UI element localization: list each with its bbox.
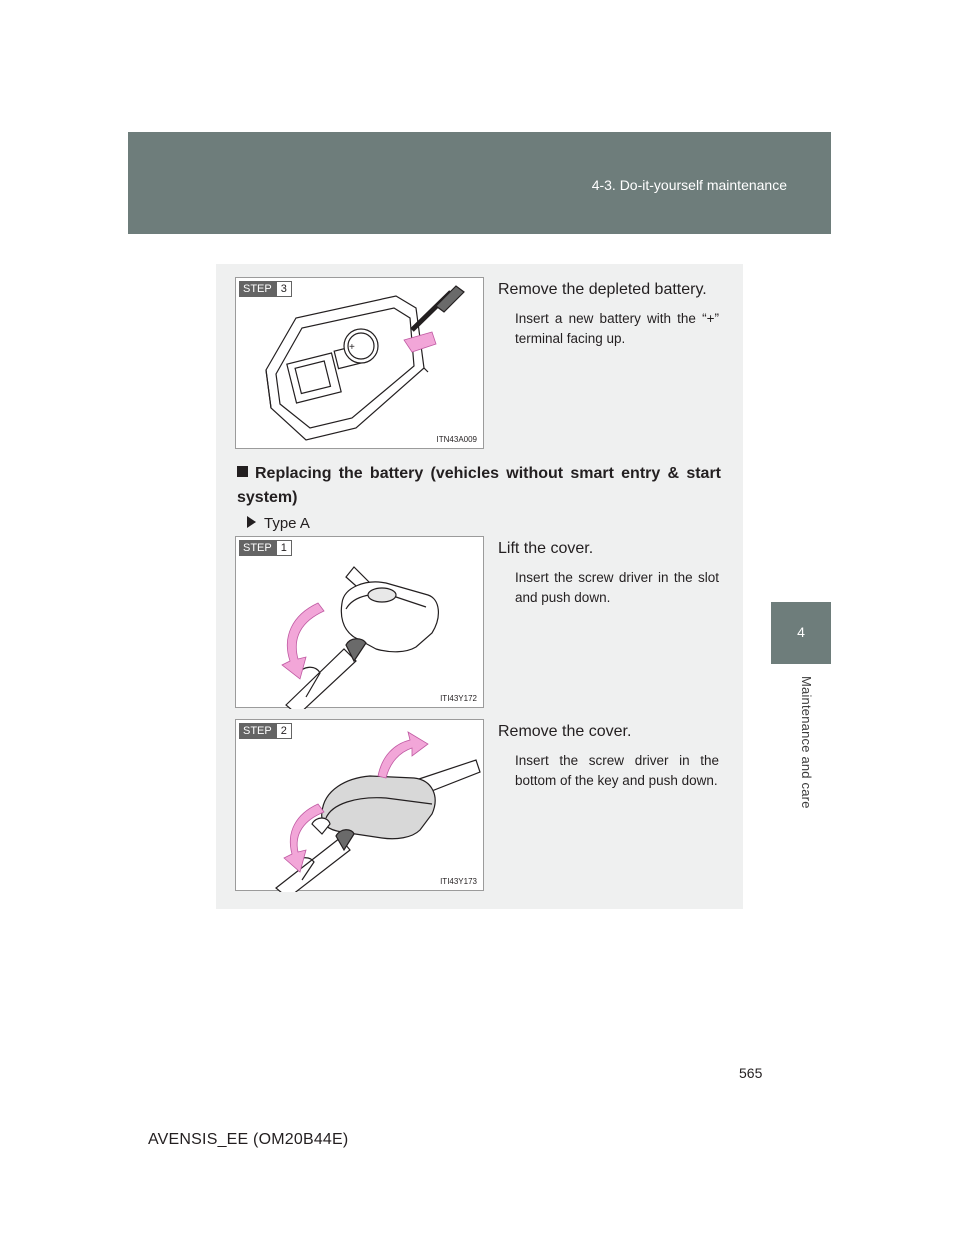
section-title: 4-3. Do-it-yourself maintenance [591,177,787,193]
step-badge: STEP 3 [239,281,292,297]
battery-plus-symbol: + [349,342,355,353]
figure-code: ITI43Y173 [440,877,477,886]
chapter-number: 4 [797,624,805,640]
pink-curved-arrow-up-icon [378,732,428,778]
key-lift-cover-illustration [236,537,485,709]
step-body: Insert the screw driver in the bottom of the key and push down. [515,753,719,788]
triangle-bullet-icon [247,516,256,528]
step-title: Remove the cover. [498,723,632,740]
footer-code: AVENSIS_EE (OM20B44E) [148,1131,349,1148]
figure-remove-battery [235,277,484,449]
chapter-tab [771,602,831,664]
key-fob-open-illustration [236,278,485,450]
step-title: Remove the depleted battery. [498,281,707,298]
figure-code: ITI43Y172 [440,694,477,703]
pink-curved-arrow-icon [282,603,324,679]
chapter-label: Maintenance and care [799,676,814,809]
header-band [128,132,831,234]
step-title: Lift the cover. [498,540,594,557]
figure-code: ITN43A009 [436,435,477,444]
figure-remove-cover [235,719,484,891]
type-label: Type A [247,515,310,532]
step-body: Insert a new battery with the “+” terminal facing up. [515,311,719,346]
step-badge: STEP 1 [239,540,292,556]
section-heading: Replacing the battery (vehicles without smart entry & start system) [237,465,721,506]
figure-lift-cover [235,536,484,708]
step-body: Insert the screw driver in the slot and push down. [515,570,719,605]
page-number: 565 [739,1065,763,1081]
square-bullet-icon [237,466,248,477]
step-badge: STEP 2 [239,723,292,739]
key-remove-cover-illustration [236,720,485,892]
